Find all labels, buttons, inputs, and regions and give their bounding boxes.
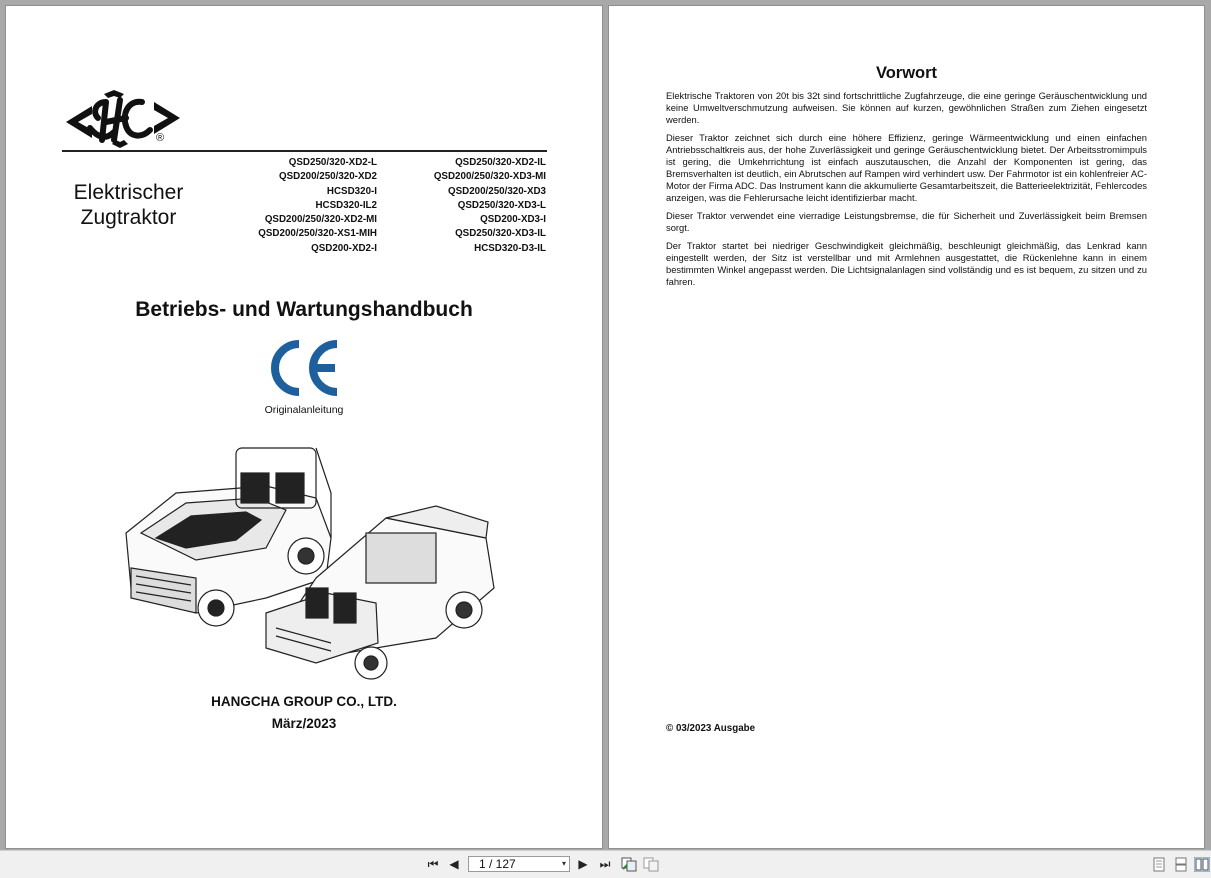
header-rule	[62, 150, 547, 152]
model-item: QSD200/250/320-XD3	[447, 185, 546, 197]
foreword-title: Vorwort	[875, 64, 938, 82]
model-item: HCSD320-IL2	[315, 199, 377, 211]
single-page-view-icon[interactable]	[1152, 857, 1166, 872]
two-page-view-icon[interactable]	[1194, 857, 1210, 872]
pdf-viewer-toolbar	[0, 850, 1211, 878]
model-item: QSD200/250/320-XD2	[278, 171, 377, 183]
manual-title: Betriebs- und Wartungshandbuch	[135, 298, 473, 321]
hangcha-logo	[62, 88, 184, 150]
model-item: QSD250/320-XD3-L	[457, 199, 546, 211]
go-back-view-icon[interactable]	[621, 857, 637, 872]
last-page-icon[interactable]: ⏭	[599, 857, 611, 871]
ce-mark	[265, 338, 343, 398]
edition-note: © 03/2023 Ausgabe	[666, 723, 756, 734]
model-list-column-1	[216, 156, 377, 256]
first-page-icon[interactable]: ⏮	[427, 857, 439, 871]
original-instructions-label: Originalanleitung	[264, 404, 344, 416]
foreword-paragraph: Der Traktor startet bei niedriger Geschwindigkeit gleichmäßig, beschleunigt gleichmäßig, das Lenkrad kann eingestellt werden, der Sitz ist verstellbar und mit Armlehnen ausgestattet, die Rückenlehne kann in einem bestimmten Winkel angepasst werden. Die Lichtsignalanlagen sind vollständig und es ist bequem, zu sitzen und zu fahren.	[666, 240, 1147, 287]
next-page-icon[interactable]: ▶	[578, 857, 588, 871]
tractor-illustration	[116, 438, 496, 688]
foreword-body	[666, 90, 1147, 294]
chevron-down-icon[interactable]: ▾	[561, 859, 566, 868]
model-item: HCSD320-D3-IL	[474, 242, 546, 254]
go-forward-view-icon[interactable]	[643, 857, 659, 872]
model-item: QSD200/250/320-XS1-MIH	[258, 228, 377, 240]
page-number-input[interactable]	[468, 856, 570, 872]
product-title	[56, 180, 201, 230]
model-item: HCSD320-I	[326, 185, 377, 197]
foreword-paragraph: Elektrische Traktoren von 20t bis 32t sind fortschrittliche Zugfahrzeuge, die eine geringe Geräuschentwicklung und keine Umweltverschmutzung aufweisen. Sie können auf kurzen, gewöhnlichen Straßen zum Ziehen eingesetzt werden.	[666, 90, 1147, 125]
model-list-column-2	[386, 156, 546, 256]
model-item: QSD250/320-XD2-IL	[455, 157, 546, 168]
product-title-line1: Elektrischer	[73, 181, 184, 204]
model-item: QSD200/250/320-XD2-MI	[264, 214, 377, 226]
continuous-view-icon[interactable]	[1174, 857, 1188, 872]
company-name: HANGCHA GROUP CO., LTD.	[211, 694, 397, 709]
model-item: QSD200/250/320-XD3-MI	[433, 171, 546, 183]
page-indicator: 1 / 127	[479, 857, 516, 871]
publication-date: März/2023	[271, 716, 337, 731]
model-item: QSD250/320-XD2-L	[288, 157, 377, 168]
previous-page-icon[interactable]: ◀	[449, 857, 459, 871]
product-title-line2: Zugtraktor	[80, 206, 177, 229]
document-page-right	[609, 6, 1204, 848]
model-item: QSD200-XD2-I	[311, 242, 377, 254]
foreword-paragraph: Dieser Traktor zeichnet sich durch eine höhere Effizienz, geringe Wärmeentwicklung und einen einfachen Antriebsschaltkreis aus, der hohe Zuverlässigkeit und geringe Geräuschentwicklung bietet. Der Arbeitsstromimpuls ist gering, die Umkehrrichtung ist einfach auszutauschen, die Anzahl der Komponenten ist gering, das Bremsverhalten ist deutlich, ein Abrutschen auf Rampen wird verhindert usw. Der Fahrmotor ist ein kohlenfreier AC-Motor der Firma ADC. Das Instrument kann die akkumulierte Gesamtarbeitszeit, die Batterieelektrizität, Fehlercodes anzeigen, was die Fehlerursache leicht identifizierbar macht.	[666, 132, 1147, 203]
model-item: QSD250/320-XD3-IL	[455, 228, 546, 240]
registered-mark: ®	[156, 132, 165, 144]
foreword-paragraph: Dieser Traktor verwendet eine vierradige Leistungsbremse, die für Sicherheit und Zuverlässigkeit beim Bremsen sorgt.	[666, 209, 1147, 233]
model-item: QSD200-XD3-I	[480, 214, 546, 226]
document-page-left	[6, 6, 602, 848]
